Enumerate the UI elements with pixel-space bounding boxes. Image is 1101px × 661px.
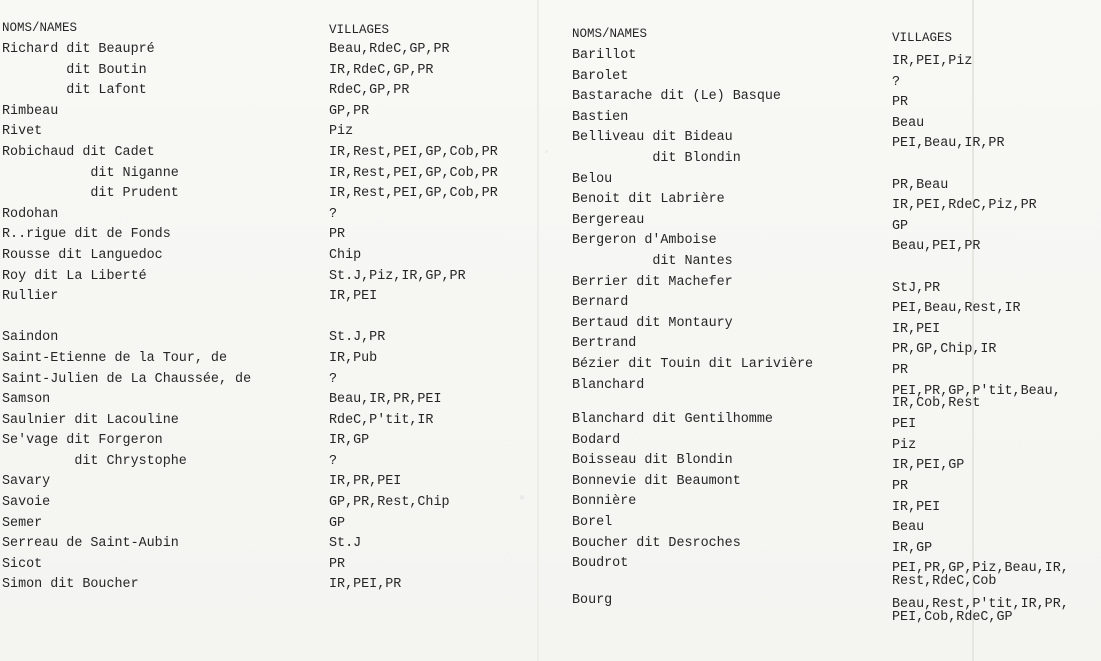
name-entry: Rivet — [2, 124, 43, 140]
name-entry: dit Lafont — [2, 83, 147, 99]
village-entry: IR,GP — [329, 433, 370, 449]
left-names-column — [2, 20, 322, 596]
name-entry — [572, 396, 872, 410]
village-entry: IR,Rest,PEI,GP,Cob,PR — [329, 144, 498, 160]
name-entry: Saindon — [2, 330, 59, 346]
village-entry: IR,PEI — [892, 499, 941, 515]
village-entry: IR,RdeC,GP,PR — [329, 62, 434, 78]
village-entry — [892, 155, 1097, 176]
village-entry — [892, 258, 1097, 279]
village-entry: GP — [329, 515, 346, 531]
names-header: NOMS/NAMES — [2, 21, 78, 35]
name-entry: Savary — [2, 474, 51, 490]
village-entry: IR,GP — [892, 540, 933, 556]
name-entry: dit Blondin — [572, 150, 741, 166]
village-entry: PR — [892, 362, 909, 378]
village-entry: Beau — [892, 115, 925, 131]
name-entry: Rousse dit Languedoc — [2, 247, 163, 263]
village-entry: GP,PR,Rest,Chip — [329, 495, 450, 511]
village-entry: GP — [892, 218, 909, 234]
left-villages-column — [329, 22, 549, 596]
village-entry: Piz — [892, 437, 917, 453]
village-entry: Beau — [892, 520, 925, 536]
name-entry: dit Boutin — [2, 62, 147, 78]
village-entry: RdeC,P'tit,IR — [329, 412, 434, 428]
village-entry: IR,PEI,RdeC,Piz,PR — [892, 198, 1037, 214]
village-entry: Chip — [329, 247, 362, 263]
name-entry: Rodohan — [2, 206, 59, 222]
name-entry: Bertrand — [572, 336, 637, 352]
name-entry: Borel — [572, 515, 613, 531]
name-entry: Bernard — [572, 295, 629, 311]
name-entry: Robichaud dit Cadet — [2, 144, 155, 160]
name-entry — [572, 575, 872, 591]
village-entry: StJ,PR — [892, 280, 941, 296]
village-entry: ? — [329, 453, 338, 469]
names-header: NOMS/NAMES — [572, 27, 648, 41]
name-entry: Berrier dit Machefer — [572, 274, 733, 290]
name-entry: Bonnière — [572, 494, 637, 510]
name-entry: Bézier dit Touin dit Larivière — [572, 356, 814, 372]
name-entry: Semer — [2, 515, 43, 531]
name-entry: Simon dit Boucher — [2, 577, 139, 593]
village-entry: IR,PEI,PR — [329, 577, 402, 593]
village-entry: PR,Beau — [892, 177, 949, 193]
name-entry: Saint-Etienne de la Tour, de — [2, 350, 227, 366]
name-entry: Samson — [2, 392, 51, 408]
name-entry: Benoit dit Labrière — [572, 192, 725, 208]
name-entry: Bergereau — [572, 212, 645, 228]
village-entry: St.J — [329, 536, 362, 552]
name-entry: dit Niganne — [2, 165, 179, 181]
name-entry: Bastien — [572, 109, 629, 125]
name-entry: dit Chrystophe — [2, 453, 187, 469]
village-entry — [329, 308, 549, 329]
village-entry: PR — [892, 479, 909, 495]
name-entry: Belliveau dit Bideau — [572, 130, 733, 146]
village-entry: IR,Pub — [329, 350, 378, 366]
name-entry: Saint-Julien de La Chaussée, de — [2, 371, 252, 387]
name-entry: Blanchard — [572, 377, 645, 393]
villages-header: VILLAGES — [329, 23, 390, 37]
name-entry: Boisseau dit Blondin — [572, 453, 733, 469]
name-entry: Bastarache dit (Le) Basque — [572, 89, 781, 105]
right-villages-column — [892, 30, 1097, 633]
name-entry: Bertaud dit Montaury — [572, 315, 733, 331]
name-entry: Sicot — [2, 556, 43, 572]
village-entry: ? — [329, 371, 338, 387]
village-entry: Beau,Rest,P'tit,IR,PR, PEI,Cob,RdeC,GP — [892, 597, 1069, 625]
name-entry — [2, 308, 322, 329]
name-entry: Bourg — [572, 592, 613, 608]
village-entry: IR,PEI — [329, 289, 378, 305]
name-entry: Saulnier dit Lacouline — [2, 412, 179, 428]
name-entry: Belou — [572, 171, 613, 187]
name-entry: Serreau de Saint-Aubin — [2, 536, 179, 552]
name-entry: Richard dit Beaupré — [2, 42, 155, 57]
name-entry: dit Prudent — [2, 186, 179, 202]
name-entry: Blanchard dit Gentilhomme — [572, 412, 773, 428]
village-entry: St.J,Piz,IR,GP,PR — [329, 268, 466, 284]
village-entry: ? — [329, 206, 338, 222]
name-entry: dit Nantes — [572, 253, 733, 269]
village-entry: PEI,PR,GP,Piz,Beau,IR, Rest,RdeC,Cob — [892, 561, 1069, 589]
village-entry: PR — [329, 556, 346, 572]
village-entry: IR,PEI,Piz — [892, 54, 973, 69]
right-names-column — [572, 26, 872, 611]
name-entry: Roy dit La Liberté — [2, 268, 147, 284]
village-entry: IR,PEI,GP — [892, 458, 965, 474]
village-entry: ? — [892, 74, 901, 90]
village-entry: IR,Rest,PEI,GP,Cob,PR — [329, 186, 498, 202]
village-entry: Beau,RdeC,GP,PR — [329, 42, 450, 57]
village-entry: GP,PR — [329, 103, 370, 119]
village-entry: PEI,PR,GP,P'tit,Beau, IR,Cob,Rest — [892, 383, 1061, 411]
name-entry: Bodard — [572, 432, 621, 448]
name-entry: Bergeron d'Amboise — [572, 233, 717, 249]
village-entry: IR,Rest,PEI,GP,Cob,PR — [329, 165, 498, 181]
name-entry: Rimbeau — [2, 103, 59, 119]
village-entry: PR,GP,Chip,IR — [892, 342, 997, 358]
name-entry: Rullier — [2, 289, 59, 305]
name-entry: Se'vage dit Forgeron — [2, 433, 163, 449]
name-entry: Savoie — [2, 495, 51, 511]
village-entry: IR,PEI — [892, 321, 941, 337]
name-entry: Bonnevie dit Beaumont — [572, 473, 741, 489]
village-entry: Piz — [329, 124, 354, 140]
village-entry: St.J,PR — [329, 330, 386, 346]
name-entry: R..rigue dit de Fonds — [2, 227, 171, 243]
village-entry: IR,PR,PEI — [329, 474, 402, 490]
village-entry: RdeC,GP,PR — [329, 83, 410, 99]
village-entry: Beau,IR,PR,PEI — [329, 392, 442, 408]
name-entry: Barolet — [572, 68, 629, 84]
name-entry: Boucher dit Desroches — [572, 535, 741, 551]
village-entry: Beau,PEI,PR — [892, 239, 981, 255]
villages-header: VILLAGES — [892, 31, 953, 45]
village-entry: PEI,Beau,Rest,IR — [892, 301, 1021, 317]
name-entry: Barillot — [572, 48, 637, 63]
village-entry: PR — [892, 95, 909, 111]
village-entry: PEI,Beau,IR,PR — [892, 136, 1005, 152]
village-entry: PEI — [892, 417, 917, 433]
village-entry: PR — [329, 227, 346, 243]
name-entry: Boudrot — [572, 556, 629, 572]
